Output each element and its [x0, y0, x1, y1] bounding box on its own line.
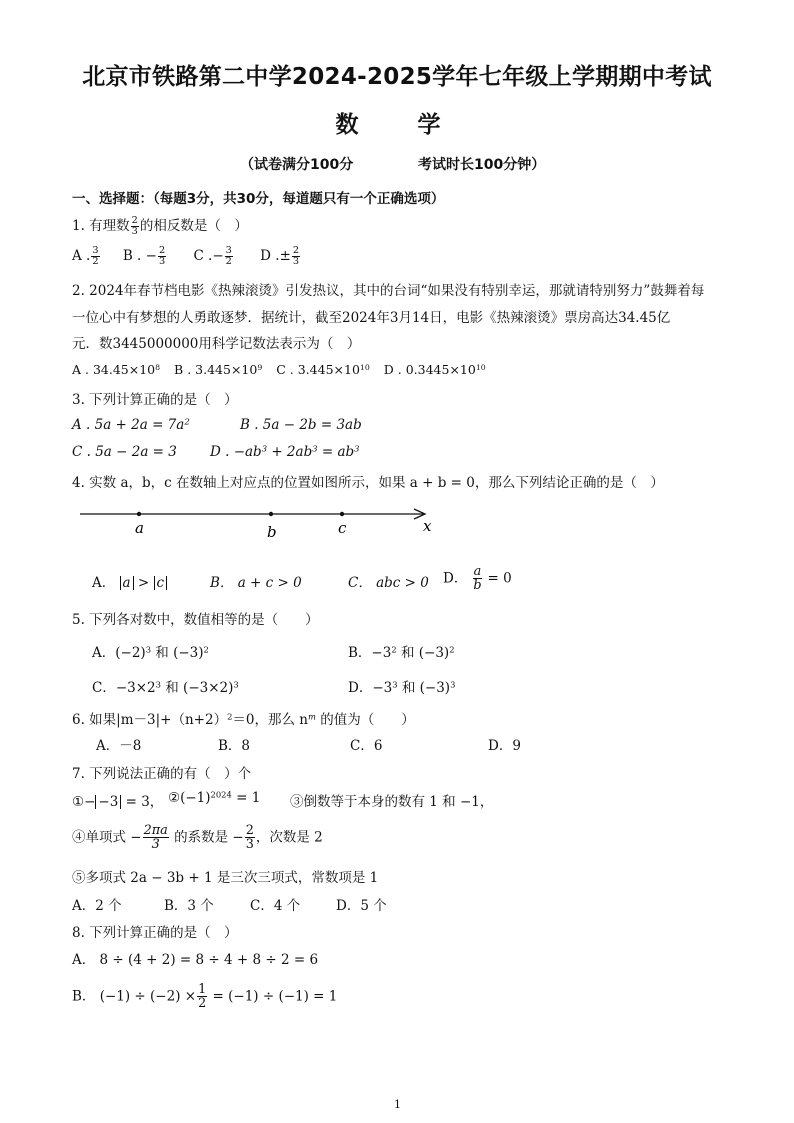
section-heading: 一、选择题：（每题3分，共30分，每道题只有一个正确选项） [72, 191, 445, 207]
option-b[interactable]: B . $3.445\times 10^9$ [174, 362, 263, 377]
subject-title: 数 学 [335, 112, 459, 138]
option-b[interactable]: B． (−1) ÷ (−2) × $\frac{1}{2}$ = (−1) ÷ (−1) = 1 [72, 982, 338, 1012]
question-3-stem: 3. 下列计算正确的是（ ） [72, 392, 238, 408]
statement-5: ⑤多项式 2a − 3b + 1 是三次三项式，常数项是 1 [72, 870, 379, 886]
question-2-line-3: 元．数3445000000用科学记数法表示为（ ） [72, 336, 361, 352]
option-b[interactable]: B．$-3^2$ 和 $(-3)^2$ [348, 644, 455, 661]
number-line [78, 500, 448, 544]
option-d[interactable]: D .± $\frac{2}{3}$ [260, 245, 300, 268]
label-c: c [338, 519, 347, 537]
option-d[interactable]: D．$-3^3$ 和 $(-3)^3$ [348, 679, 456, 696]
question-6-stem: 6. 如果$|m-3|+(n+2)^2=0$，那么 $n^m$ 的值为（ ） [72, 711, 415, 728]
question-2-line-2: 一位心中有梦想的人勇敢逐梦．据统计，截至2024年3月14日，电影《热辣滚烫》票房高达34.45亿 [72, 310, 671, 326]
label-x: x [423, 517, 432, 535]
fraction: $\frac{2}{3}$ [131, 214, 138, 237]
option-b[interactable]: B． a + c > 0 [210, 575, 302, 591]
option-a[interactable]: A． a > c [92, 571, 167, 591]
option-a[interactable]: A． 8 ÷ (4 + 2) = 8 ÷ 4 + 8 ÷ 2 = 6 [72, 952, 319, 968]
time-info: 考试时长100分钟） [418, 157, 546, 173]
option-c[interactable]: C . $3.445\times 10^{10}$ [276, 362, 370, 377]
option-d[interactable]: D . $0.3445\times 10^{10}$ [383, 362, 486, 377]
option-d[interactable]: D . $-ab^3 + 2ab^3 = ab^3$ [210, 443, 360, 460]
option-c[interactable]: C .− $\frac{3}{2}$ [193, 245, 232, 268]
option-c[interactable]: C．$-3\times 2^3$ 和 $(-3\times 2)^3$ [92, 679, 239, 696]
statement-2: $②(-1)^{2024} = 1$ [168, 789, 261, 806]
option-b[interactable]: B．3 个 [164, 898, 214, 914]
option-a[interactable]: A．2 个 [72, 898, 122, 914]
statement-4: ④单项式 − $\frac{2\pi a}{3}$ 的系数是 − $\frac{2}{3}$ ，次数是 2 [72, 823, 323, 853]
statement-3: ③倒数等于本身的数有 1 和 −1， [290, 794, 494, 810]
point-c [340, 512, 344, 516]
option-b[interactable]: B . 5a − 2b = 3ab [240, 417, 362, 433]
option-a[interactable]: A . $34.45\times 10^8$ [72, 362, 161, 377]
option-d[interactable]: D．5 个 [336, 898, 387, 914]
question-5-stem: 5. 下列各对数中，数值相等的是（ ） [72, 612, 319, 628]
question-1-options [72, 246, 301, 267]
question-7-stem: 7. 下列说法正确的有（ ）个 [72, 766, 252, 782]
option-a[interactable]: A . $\frac{3}{2}$ [72, 245, 99, 268]
option-c[interactable]: C . 5a − 2a = 3 [72, 444, 177, 460]
exam-title: 北京市铁路第二中学2024-2025学年七年级上学期期中考试 [82, 64, 712, 90]
option-c[interactable]: C．4 个 [250, 898, 301, 914]
statement-1: ①− −3 = 3， [72, 794, 164, 810]
question-1-stem: 1. 有理数 $\frac{2}{3}$ 的相反数是（ ） [72, 214, 248, 237]
page-number: 1 [394, 1098, 401, 1111]
option-c[interactable]: C． abc > 0 [348, 575, 429, 591]
label-a: a [135, 519, 144, 537]
option-a[interactable]: A . $5a + 2a = 7a^2$ [72, 416, 190, 433]
point-a [137, 512, 141, 516]
option-a[interactable]: A．$(-2)^3$ 和 $(-3)^2$ [92, 644, 209, 661]
score-info: （试卷满分100分 [240, 157, 354, 173]
question-2-options [72, 362, 486, 377]
point-b [269, 512, 273, 516]
option-b[interactable]: B . − $\frac{2}{3}$ [122, 245, 166, 268]
option-d[interactable]: D．9 [488, 738, 521, 754]
question-4-stem: 4. 实数 a，b，c 在数轴上对应点的位置如图所示，如果 a + b = 0，那么下列结论正确的是（ ） [72, 475, 664, 491]
option-b[interactable]: B．8 [218, 738, 251, 754]
label-b: b [267, 523, 277, 541]
option-d[interactable]: D． $\frac{a}{b}$ = 0 [443, 564, 512, 594]
option-c[interactable]: C．6 [350, 738, 383, 754]
question-8-stem: 8. 下列计算正确的是（ ） [72, 925, 238, 941]
option-a[interactable]: A．－8 [96, 738, 142, 754]
question-2-line-1: 2. 2024年春节档电影《热辣滚烫》引发热议，其中的台词“如果没有特别幸运，那就请特别努力”鼓舞着每 [72, 283, 705, 299]
